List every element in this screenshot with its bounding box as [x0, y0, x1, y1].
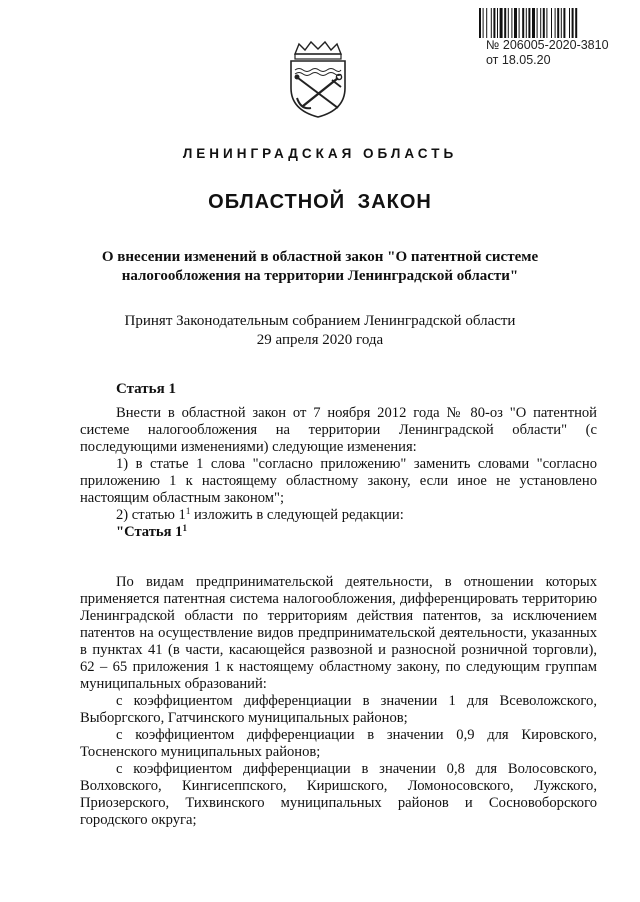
paragraph-coefficient-0-9: с коэффициентом дифференциации в значении 0,9 для Кировского, Тосненского муниципальных районов; [80, 727, 597, 760]
paragraph-item-2 [80, 507, 597, 524]
law-subject-line: налогообложения на территории Ленинградской области" [121, 268, 519, 284]
item-2-superscript: 1 [185, 506, 191, 516]
paragraph-intro: Внести в областной закон от 7 ноября 2012 года № 80-оз "О патентной системе налогообложения на территории Ленинградской области" (с последующими изменениями) следующие изменения: [80, 405, 597, 455]
law-subject-line: О внесении изменений в областной закон "О патентной системе [101, 249, 539, 265]
paragraph-gap [80, 541, 597, 574]
paragraph-coefficient-1: с коэффициентом дифференциации в значении 1 для Всеволожского, Выборгского, Гатчинского муниципальных районов; [80, 693, 597, 726]
registration-number: № 206005-2020-3810 [486, 38, 609, 52]
adoption-date: 29 апреля 2020 года [256, 332, 384, 348]
registration-date: от 18.05.20 [486, 53, 551, 67]
barcode [479, 8, 619, 38]
law-title: ОБЛАСТНОЙ ЗАКОН [208, 191, 432, 213]
registration-stamp [486, 38, 609, 68]
paragraph-main: По видам предпринимательской деятельности, в отношении которых применяется патентная система налогообложения, дифференцировать территорию Ленинградской области по территориям действия патентов, за исключением патентов на осуществление видов предпринимательской деятельности, указанных в пунктах 41 (в части, касающейся развозной и разносной розничной торговли), 62 – 65 приложения 1 к настоящему областному закону, по следующим группам муниципальных образований: [80, 574, 597, 692]
law-body [80, 405, 597, 829]
paragraph-coefficient-0-8: с коэффициентом дифференциации в значении 0,8 для Волосовского, Волховского, Кингисеппского, Киришского, Ломоносовского, Лужского, Приозерского, Тихвинского муниципальных районов и Сосновоборского городского округа; [80, 761, 597, 828]
region-title: ЛЕНИНГРАДСКАЯ ОБЛАСТЬ [182, 146, 458, 161]
new-article-heading [80, 524, 597, 541]
law-subject [60, 248, 580, 286]
item-2-text-end: изложить в следующей редакции: [190, 507, 404, 523]
item-2-text: 2) статью 1 [116, 507, 186, 523]
adoption-note [60, 312, 580, 350]
coat-of-arms-icon [283, 40, 353, 118]
new-article-title: "Статья 1 [116, 524, 183, 540]
new-article-superscript: 1 [182, 523, 187, 533]
paragraph-item-1: 1) в статье 1 слова "согласно приложению" заменить словами "согласно приложению 1 к настоящему областному закону, если иное не установлено настоящим областным законом"; [80, 456, 597, 506]
article-heading: Статья 1 [116, 381, 176, 397]
adoption-body: Принят Законодательным собранием Ленинградской области [124, 313, 516, 329]
